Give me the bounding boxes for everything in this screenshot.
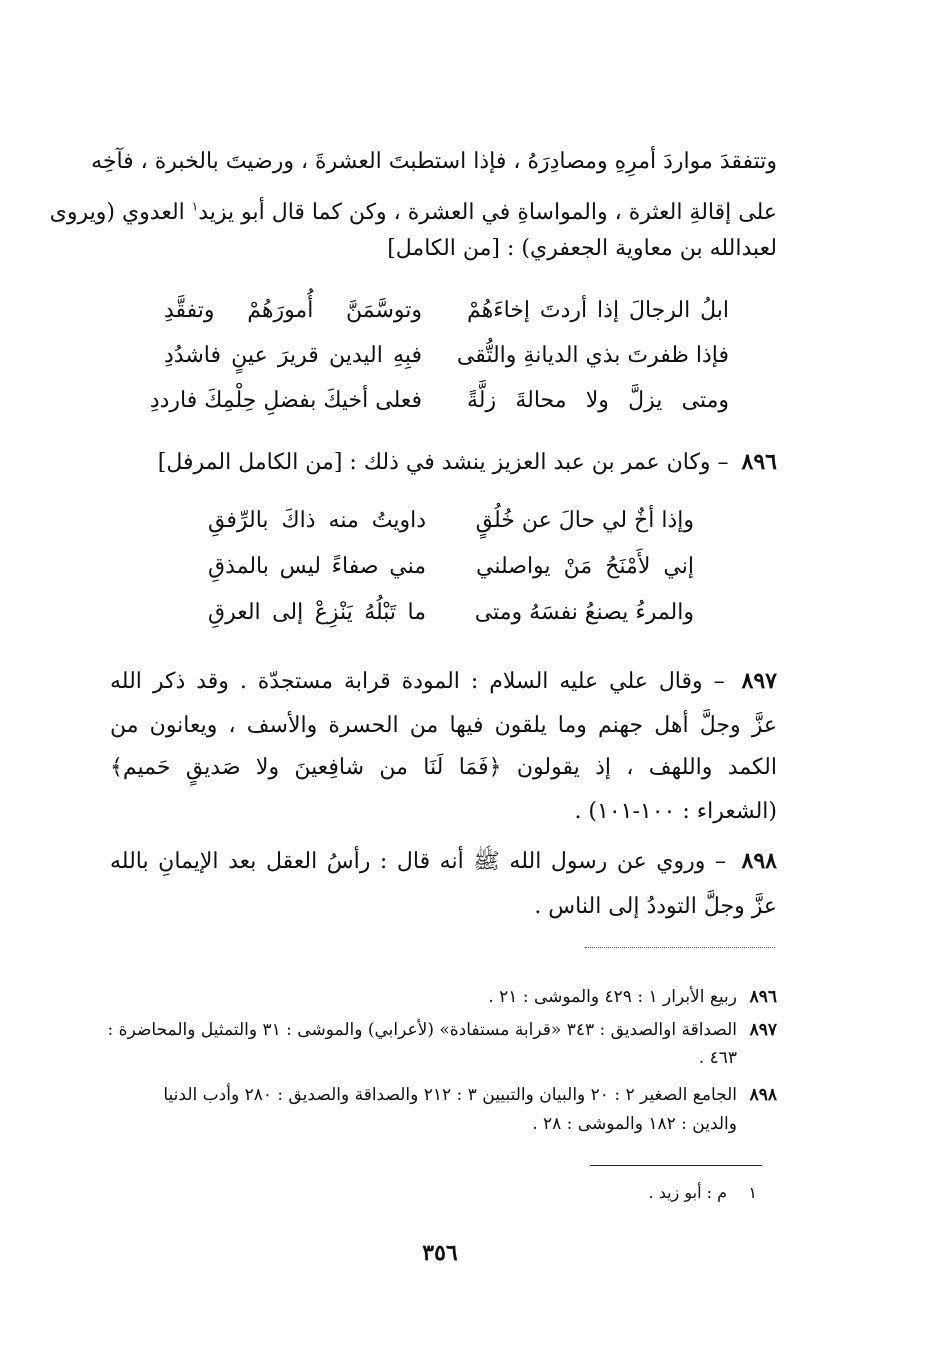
meter-label: [من الكامل المرفل] bbox=[157, 450, 343, 475]
hemistich-first: إني لأَمْنَحُ مَنْ يواصلني bbox=[476, 554, 694, 579]
notes-separator bbox=[585, 947, 775, 948]
hemistich-first: ومتى يزلَّ ولا محالةَ زلَّةً bbox=[467, 388, 729, 413]
entry-897-line-2-text: عزَّ وجلَّ أهل جهنم وما يلقون فيها من الحسرة والأسف ، ويعانون من bbox=[110, 713, 777, 738]
entry-number: ٨٩٦ bbox=[741, 449, 777, 475]
entry-896-text: – وكان عمر بن عبد العزيز ينشد في ذلك : bbox=[342, 450, 736, 475]
note-897 bbox=[107, 1016, 777, 1044]
hemistich-second: فعلى أخيكَ بفضلِ حِلْمِكَ فارددِ bbox=[149, 388, 422, 413]
poem2-verse-1 bbox=[208, 505, 694, 537]
poem2-verse-3 bbox=[208, 597, 694, 629]
entry-897-line-1 bbox=[110, 665, 777, 698]
note-number: ٨٩٦ bbox=[749, 987, 777, 1007]
intro-line-3-text: لعبدالله بن معاوية الجعفري) : bbox=[500, 236, 777, 261]
hemistich-second: وتوسَّمَنَّ أُمورَهُمْ وتفقَّدِ bbox=[164, 298, 422, 323]
entry-898-line-1 bbox=[110, 845, 777, 878]
intro-line-3 bbox=[110, 233, 777, 265]
entry-897-line-3 bbox=[110, 752, 777, 784]
note-text: ٤٦٣ . bbox=[698, 1048, 737, 1068]
entry-897-line-4-text: (الشعراء : ١٠٠-١٠١) . bbox=[574, 799, 777, 824]
footnote-text: م : أبو زيد . bbox=[648, 1183, 727, 1202]
hemistich-first: وإذا أخٌ لي حالَ عن خُلُقٍ bbox=[475, 508, 694, 533]
entry-898-text: – وروي عن رسول الله ﷺ أنه قال : رأسُ العقل بعد الإيمانِ بالله bbox=[110, 849, 736, 874]
note-text: والدين : ١٨٢ والموشى : ٢٨ . bbox=[532, 1114, 737, 1134]
poem1-verse-2 bbox=[164, 340, 729, 372]
entry-897-line-4 bbox=[110, 796, 777, 828]
entry-898-line-2-text: عزَّ وجلَّ التوددُ إلى الناس . bbox=[534, 894, 777, 919]
entry-897-line-3-text: الكمد واللهف ، إذ يقولون ﴿فَمَا لَنَا من شافِعينَ ولا صَديقٍ حَميم﴾ bbox=[110, 755, 777, 780]
entry-898-line-2 bbox=[110, 891, 777, 923]
intro-line-1 bbox=[91, 146, 777, 178]
entry-number: ٨٩٨ bbox=[741, 848, 777, 874]
hemistich-second: ما تَبْلُهُ يَنْزِعْ إلى العرقِ bbox=[208, 600, 426, 625]
intro-line-2-part-a: على إقالةِ العثرة ، والمواساةِ في العشرة ، وكن كما قال أبو يزيد bbox=[198, 200, 777, 226]
hemistich-first: والمرءُ يصنعُ نفسَهُ ومتى bbox=[474, 600, 694, 625]
poem1-verse-1 bbox=[164, 295, 729, 327]
note-897-continuation bbox=[110, 1044, 737, 1072]
hemistich-second: فبِهِ اليدين قريرَ عينٍ فاشدُدِ bbox=[164, 343, 422, 368]
note-898 bbox=[110, 1081, 777, 1109]
note-number: ٨٩٧ bbox=[749, 1020, 777, 1040]
intro-line-2-text bbox=[50, 200, 777, 225]
note-896 bbox=[110, 983, 777, 1011]
note-898-continuation bbox=[110, 1110, 737, 1138]
meter-label: [من الكامل] bbox=[387, 236, 500, 261]
entry-896-heading bbox=[145, 446, 777, 479]
page-number: ٣٥٦ bbox=[422, 1240, 458, 1266]
note-text: الصداقة اوالصديق : ٣٤٣ «قرابة مستفادة» (لأعرابي) والموشى : ٣١ والتمثيل والمحاضرة : bbox=[107, 1020, 737, 1040]
intro-line-2-part-b: العدوي (ويروى bbox=[49, 200, 192, 226]
entry-898-line-1-text bbox=[110, 849, 777, 874]
hemistich-second: مني صفاءً ليس بالمذقِ bbox=[208, 554, 426, 579]
entry-number: ٨٩٧ bbox=[741, 668, 777, 694]
hemistich-first: ابلُ الرجالَ إذا أردتَ إخاءَهُمْ bbox=[467, 298, 729, 323]
entry-897-line-1-text bbox=[110, 669, 777, 694]
note-number: ٨٩٨ bbox=[749, 1085, 777, 1105]
poem2-verse-2 bbox=[208, 551, 694, 583]
entry-897-text: – وقال علي عليه السلام : المودة قرابة مستجدّة . وقد ذكر الله bbox=[110, 669, 736, 694]
hemistich-second: داويتُ منه ذاكَ بالرِّفقِ bbox=[208, 508, 426, 533]
entry-897-line-2 bbox=[110, 710, 777, 742]
footnote bbox=[649, 1180, 757, 1206]
intro-line-1-text: وتتفقدَ مواردَ أمرِهِ ومصادِرَهُ ، فإذا استطبتَ العشرةَ ، ورضيتَ بالخبرة ، فآخِه bbox=[91, 149, 777, 174]
poem1-verse-3 bbox=[149, 385, 729, 417]
intro-line-2 bbox=[49, 191, 777, 229]
footnote-reference: ١ bbox=[191, 200, 199, 214]
note-text: الجامع الصغير ٢ : ٢٠ والبيان والتبيين ٣ : ٢١٢ والصداقة والصديق : ٢٨٠ وأدب الدنيا bbox=[163, 1085, 737, 1105]
footnote-marker: ١ bbox=[748, 1183, 757, 1202]
footnote-separator bbox=[590, 1165, 762, 1166]
note-text: ربيع الأبرار ١ : ٤٢٩ والموشى : ٢١ . bbox=[488, 987, 737, 1007]
hemistich-first: فإذا ظفرتَ بذي الديانةِ والتُّقى bbox=[456, 343, 729, 368]
